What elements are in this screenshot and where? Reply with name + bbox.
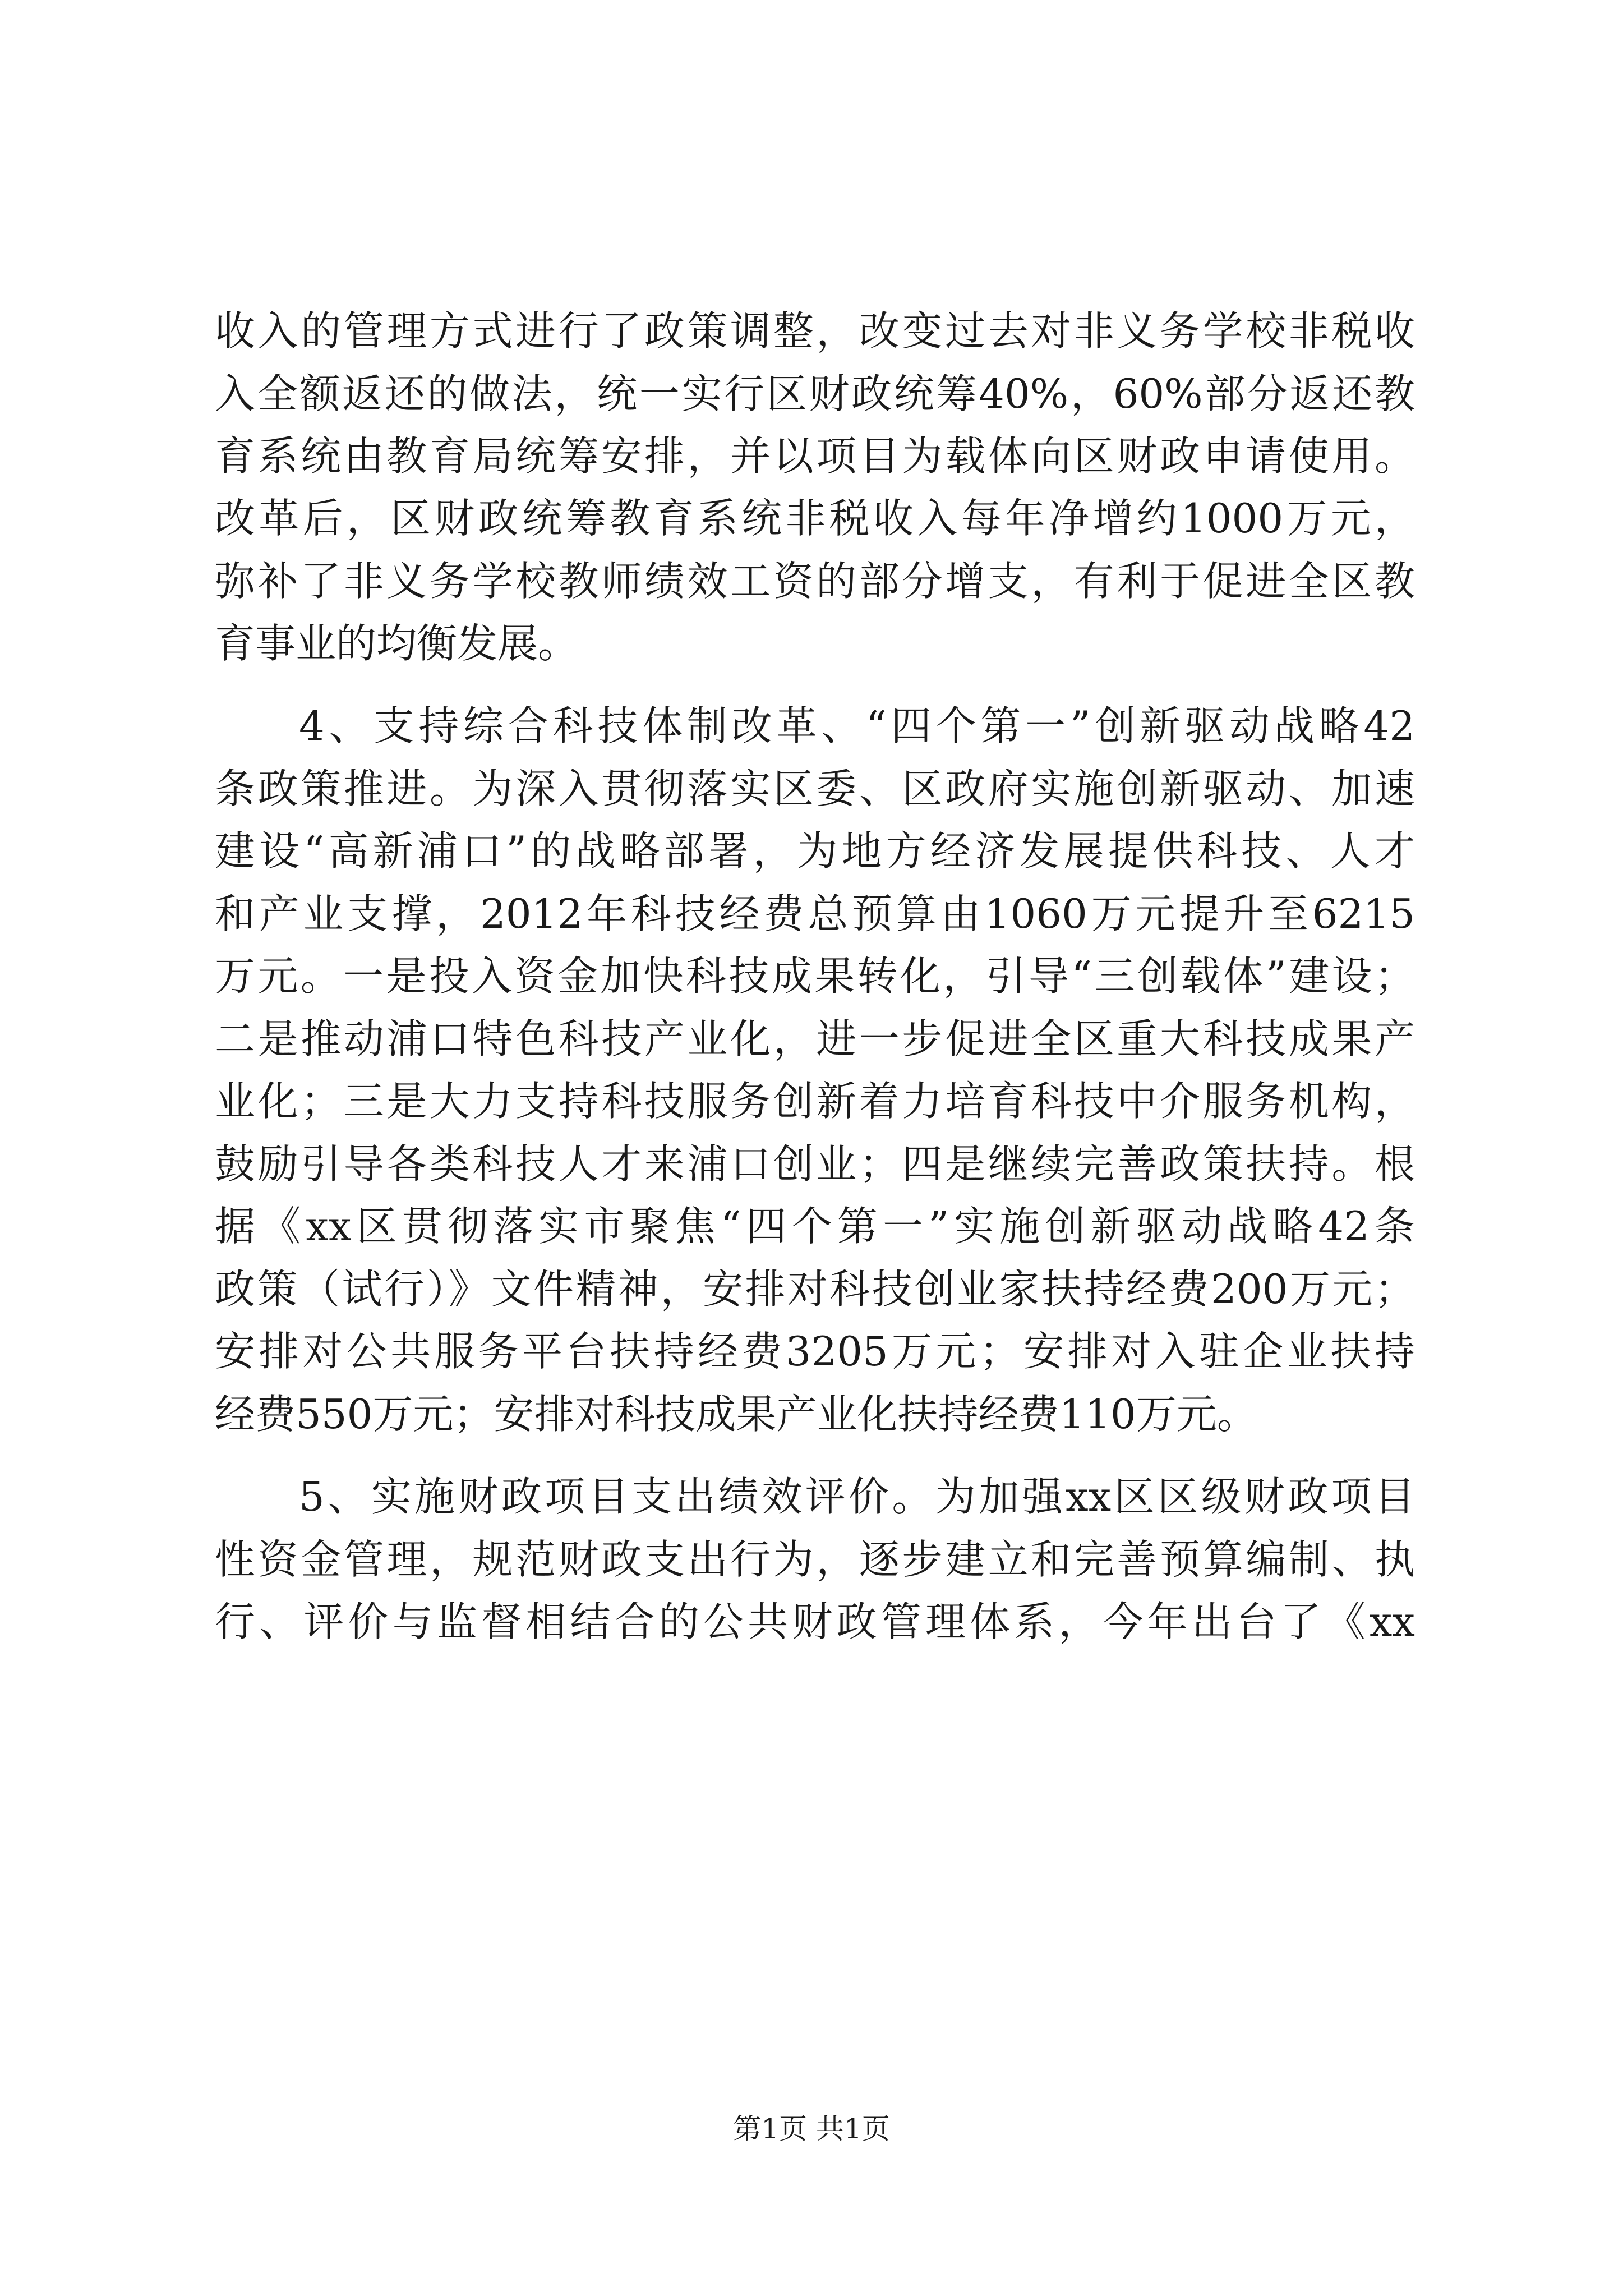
text-line: 经费550万元；安排对科技成果产业化扶持经费110万元。 [215, 1391, 1257, 1438]
text-line: 入全额返还的做法，统一实行区财政统筹40%，60%部分返还教 [215, 370, 1415, 417]
text-line: 性资金管理，规范财政支出行为，逐步建立和完善预算编制、执 [215, 1536, 1415, 1583]
text-line: 育系统由教育局统筹安排，并以项目为载体向区财政申请使用。 [215, 432, 1415, 480]
text-line: 安排对公共服务平台扶持经费3205万元；安排对入驻企业扶持 [215, 1328, 1415, 1375]
text-line: 据《xx区贯彻落实市聚焦“四个第一”实施创新驱动战略42条 [215, 1203, 1415, 1250]
text-line: 收入的管理方式进行了政策调整，改变过去对非义务学校非税收 [215, 307, 1415, 355]
text-line: 二是推动浦口特色科技产业化，进一步促进全区重大科技成果产 [215, 1015, 1415, 1062]
text-line: 和产业支撑，2012年科技经费总预算由1060万元提升至6215 [215, 890, 1415, 937]
page-footer: 第1页 共1页 [733, 2113, 890, 2145]
text-line: 条政策推进。为深入贯彻落实区委、区政府实施创新驱动、加速 [215, 765, 1415, 812]
text-line: 万元。一是投入资金加快科技成果转化，引导“三创载体”建设； [215, 953, 1415, 1000]
text-line: 育事业的均衡发展。 [215, 620, 579, 667]
text-line: 行、评价与监督相结合的公共财政管理体系，今年出台了《xx [215, 1598, 1415, 1645]
paragraph-start-line: 4、支持综合科技体制改革、“四个第一”创新驱动战略42 [299, 702, 1415, 749]
paragraph-start-line: 5、实施财政项目支出绩效评价。为加强xx区区级财政项目 [299, 1473, 1415, 1520]
text-line: 建设“高新浦口”的战略部署，为地方经济发展提供科技、人才 [215, 827, 1415, 875]
text-line: 改革后，区财政统筹教育系统非税收入每年净增约1000万元， [215, 495, 1415, 542]
text-line: 政策（试行）》文件精神，安排对科技创业家扶持经费200万元； [215, 1266, 1415, 1313]
text-line: 弥补了非义务学校教师绩效工资的部分增支，有利于促进全区教 [215, 558, 1415, 605]
text-line: 鼓励引导各类科技人才来浦口创业；四是继续完善政策扶持。根 [215, 1140, 1415, 1188]
text-line: 业化；三是大力支持科技服务创新着力培育科技中介服务机构， [215, 1078, 1415, 1125]
